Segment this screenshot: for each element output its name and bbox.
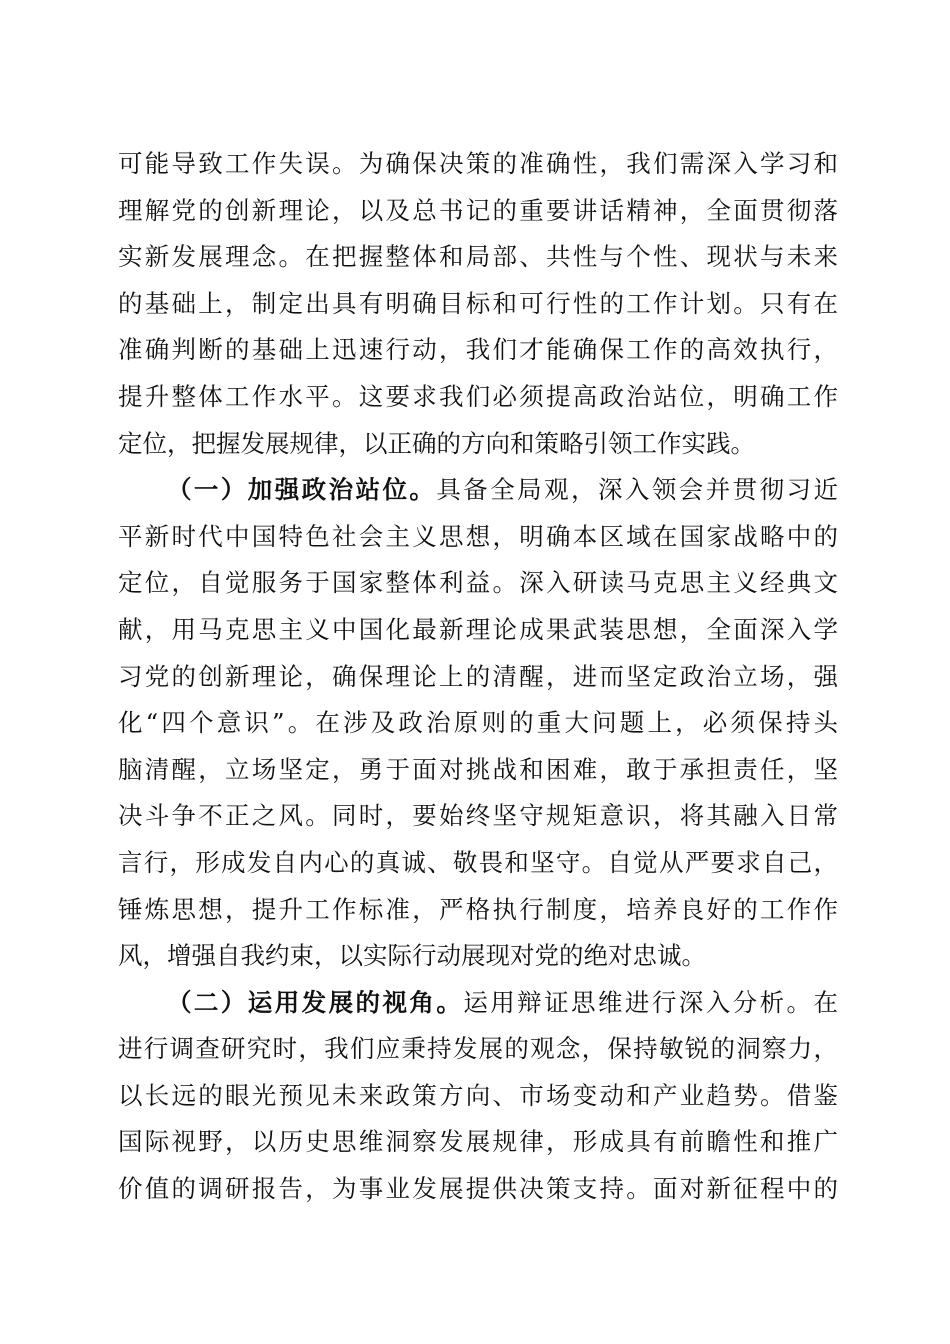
paragraph-line: 言行，形成发自内心的真诚、敬畏和坚守。自觉从严要求自己，: [118, 847, 838, 877]
paragraph-line: 以长远的眼光预见未来政策方向、市场变动和产业趋势。借鉴: [118, 1080, 838, 1110]
section-two-first-line: [118, 980, 838, 1027]
paragraph-line: 定位，把握发展规律，以正确的方向和策略引领工作实践。: [118, 428, 755, 458]
paragraph-line: 价值的调研报告，为事业发展提供决策支持。面对新征程中的: [118, 1174, 838, 1204]
paragraph-line: 国际视野，以历史思维洞察发展规律，形成具有前瞻性和推广: [118, 1127, 838, 1157]
paragraph-line: 可能导致工作失误。为确保决策的准确性，我们需深入学习和: [118, 149, 838, 178]
paragraph-line: 化“四个意识”。在涉及政治原则的重大问题上，必须保持头: [118, 708, 838, 738]
paragraph-line: 决斗争不正之风。同时，要始终坚守规矩意识，将其融入日常: [118, 801, 838, 831]
paragraph-line: 习党的创新理论，确保理论上的清醒，进而坚定政治立场，强: [118, 661, 838, 691]
paragraph-line: 定位，自觉服务于国家整体利益。深入研读马克思主义经典文: [118, 568, 838, 598]
paragraph-line: 风，增强自我约束，以实际行动展现对党的绝对忠诚。: [118, 941, 706, 971]
section-one-first-line: [118, 467, 838, 514]
section-two-first-line-text: 运用辩证思维进行深入分析。在: [463, 987, 838, 1017]
section-one-heading: （一）加强政治站位。: [167, 475, 437, 505]
paragraph-line: 提升整体工作水平。这要求我们必须提高政治站位，明确工作: [118, 381, 838, 411]
paragraph-line: 锤炼思想，提升工作标准，严格执行制度，培养良好的工作作: [118, 894, 838, 924]
paragraph-line: 理解党的创新理论，以及总书记的重要讲话精神，全面贯彻落: [118, 195, 838, 225]
paragraph-line: 准确判断的基础上迅速行动，我们才能确保工作的高效执行，: [118, 335, 838, 365]
paragraph-line: 献，用马克思主义中国化最新理论成果武装思想，全面深入学: [118, 614, 838, 644]
paragraph-line: 实新发展理念。在把握整体和局部、共性与个性、现状与未来: [118, 242, 838, 272]
paragraph-line: 的基础上，制定出具有明确目标和可行性的工作计划。只有在: [118, 288, 838, 318]
paragraph-line: 进行调查研究时，我们应秉持发展的观念，保持敏锐的洞察力，: [118, 1034, 838, 1064]
paragraph-line: 脑清醒，立场坚定，勇于面对挑战和困难，敢于承担责任，坚: [118, 754, 838, 784]
paragraph-line: 平新时代中国特色社会主义思想，明确本区域在国家战略中的: [118, 521, 838, 551]
section-two-heading: （二）运用发展的视角。: [167, 987, 464, 1017]
document-body: [118, 141, 838, 1213]
section-one-first-line-text: 具备全局观，深入领会并贯彻习近: [436, 475, 838, 505]
